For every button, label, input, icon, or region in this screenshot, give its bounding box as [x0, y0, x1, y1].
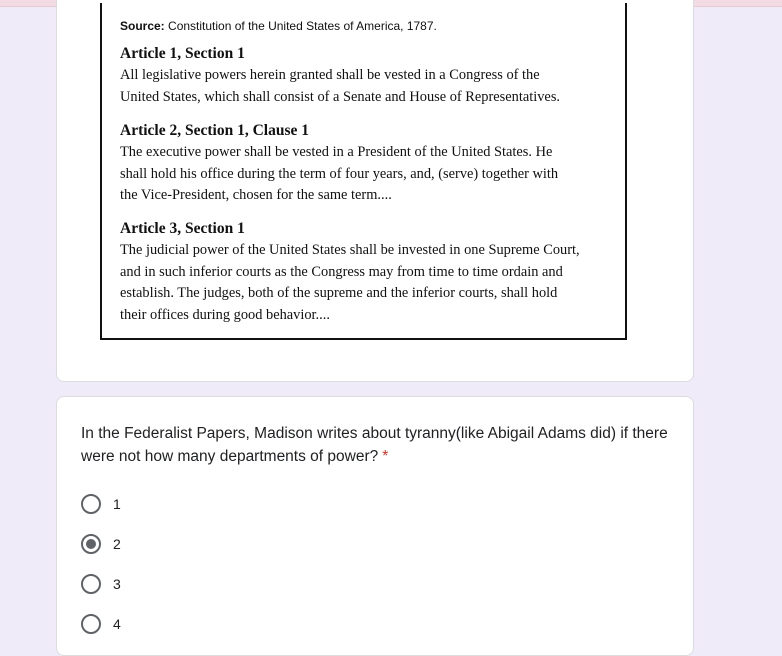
article-title: Article 1, Section 1: [120, 45, 245, 62]
article-line: establish. The judges, both of the supreme and the inferior courts, shall hold: [120, 285, 558, 302]
source-label: Source:: [120, 19, 165, 33]
article-line: their offices during good behavior....: [120, 306, 330, 323]
question-label: In the Federalist Papers, Madison writes about tyranny(like Abigail Adams did) if there were not how many departments of power?: [81, 425, 668, 465]
option-label: 2: [113, 536, 121, 552]
radio-button[interactable]: [81, 494, 101, 514]
article-line: the Vice-President, chosen for the same term....: [120, 187, 392, 204]
article-line: United States, which shall consist of a Senate and House of Representatives.: [120, 88, 561, 105]
option-1[interactable]: [81, 492, 121, 516]
source-text: Constitution of the United States of America, 1787.: [168, 19, 437, 33]
article-3: [120, 218, 620, 326]
article-line: All legislative powers herein granted shall be vested in a Congress of the: [120, 67, 540, 83]
image-card: [56, 0, 694, 382]
required-asterisk: *: [382, 448, 389, 465]
constitution-excerpt-image: [100, 3, 627, 340]
option-label: 1: [113, 496, 121, 512]
question-text: [81, 422, 671, 468]
question-card: [56, 396, 694, 656]
option-label: 4: [113, 616, 121, 632]
article-title: Article 3, Section 1: [120, 220, 245, 237]
document-source: [120, 19, 437, 33]
option-2[interactable]: [81, 532, 121, 556]
option-4[interactable]: [81, 612, 121, 636]
article-line: and in such inferior courts as the Congress may from time to time ordain and: [120, 263, 563, 280]
article-line: The executive power shall be vested in a President of the United States. He: [120, 144, 553, 160]
article-line: shall hold his office during the term of four years, and, (serve) together with: [120, 165, 559, 182]
option-3[interactable]: [81, 572, 121, 596]
radio-button-selected[interactable]: [81, 534, 101, 554]
article-title: Article 2, Section 1, Clause 1: [120, 122, 309, 139]
article-line: The judicial power of the United States shall be invested in one Supreme Court,: [120, 242, 580, 258]
article-2: [120, 120, 620, 207]
radio-button[interactable]: [81, 614, 101, 634]
article-1: [120, 43, 620, 108]
radio-button[interactable]: [81, 574, 101, 594]
radio-selected-dot: [86, 539, 96, 549]
option-label: 3: [113, 576, 121, 592]
